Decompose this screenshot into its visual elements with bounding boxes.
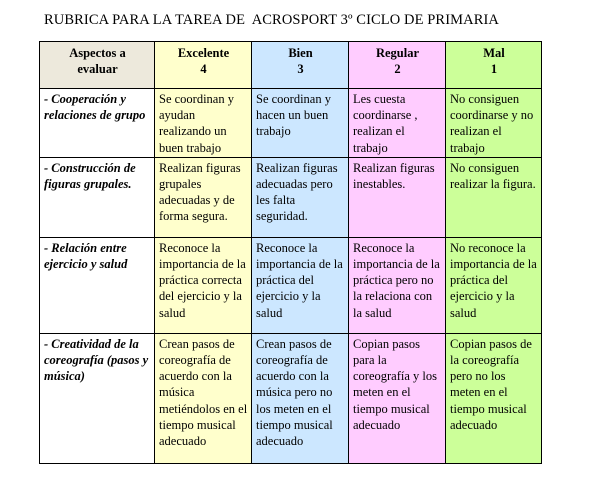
rubric-row-creatividad	[40, 333, 542, 463]
criterion-cell-excelente: Reconoce la importancia de la práctica correcta del ejercicio y la salud	[155, 237, 252, 333]
rubric-row-salud	[40, 237, 542, 333]
criterion-cell-regular: Les cuesta coordinarse , realizan el trabajo	[349, 89, 446, 158]
header-level-mal	[446, 42, 542, 89]
criterion-cell-regular: Realizan figuras inestables.	[349, 157, 446, 237]
level-name: Bien	[288, 46, 313, 60]
header-level-excelente	[155, 42, 252, 89]
rubric-row-cooperacion	[40, 89, 542, 158]
criterion-cell-mal: Copian pasos de la coreografía pero no los meten en el tiempo musical adecuado	[446, 333, 542, 463]
criterion-cell-regular: Reconoce la importancia de la práctica pero no la relaciona con la salud	[349, 237, 446, 333]
criterion-cell-mal: No consiguen realizar la figura.	[446, 157, 542, 237]
header-row	[40, 42, 542, 89]
criterion-cell-excelente: Realizan figuras grupales adecuadas y de forma segura.	[155, 157, 252, 237]
criterion-cell-bien: Se coordinan y hacen un buen trabajo	[252, 89, 349, 158]
criterion-cell-bien: Reconoce la importancia de la práctica del ejercicio y la salud	[252, 237, 349, 333]
criterion-cell-excelente: Crean pasos de coreografía de acuerdo con la música metiéndolos en el tiempo musical adecuado	[155, 333, 252, 463]
level-score: 2	[394, 62, 401, 76]
criterion-cell-mal: No reconoce la importancia de la práctica del ejercicio y la salud	[446, 237, 542, 333]
criterion-cell-excelente: Se coordinan y ayudan realizando un buen trabajo	[155, 89, 252, 158]
aspect-cell: - Relación entre ejercicio y salud	[40, 237, 155, 333]
level-name: Regular	[375, 46, 420, 60]
criterion-cell-bien: Realizan figuras adecuadas pero les falta seguridad.	[252, 157, 349, 237]
level-score: 3	[297, 62, 304, 76]
level-score: 1	[490, 62, 498, 76]
document-title: RUBRICA PARA LA TAREA DE ACROSPORT 3º CICLO DE PRIMARIA	[44, 12, 499, 28]
rubric-table	[39, 41, 542, 464]
aspect-cell: - Creatividad de la coreografía (pasos y música)	[40, 333, 155, 463]
criterion-cell-bien: Crean pasos de coreografía de acuerdo con la música pero no los meten en el tiempo musical adecuado	[252, 333, 349, 463]
rubric-row-construccion	[40, 157, 542, 237]
level-score: 4	[200, 62, 207, 76]
header-level-regular	[349, 42, 446, 89]
header-aspect	[40, 42, 155, 89]
criterion-cell-regular: Copian pasos para la coreografía y los meten en el tiempo musical adecuado	[349, 333, 446, 463]
header-aspect-line2: evaluar	[77, 62, 118, 76]
aspect-cell: - Construcción de figuras grupales.	[40, 157, 155, 237]
aspect-cell: - Cooperación y relaciones de grupo	[40, 89, 155, 158]
header-level-bien	[252, 42, 349, 89]
level-name: Excelente	[177, 46, 230, 60]
criterion-cell-mal: No consiguen coordinarse y no realizan el trabajo	[446, 89, 542, 158]
level-name: Mal	[483, 46, 505, 60]
header-aspect-line1: Aspectos a	[69, 46, 126, 60]
